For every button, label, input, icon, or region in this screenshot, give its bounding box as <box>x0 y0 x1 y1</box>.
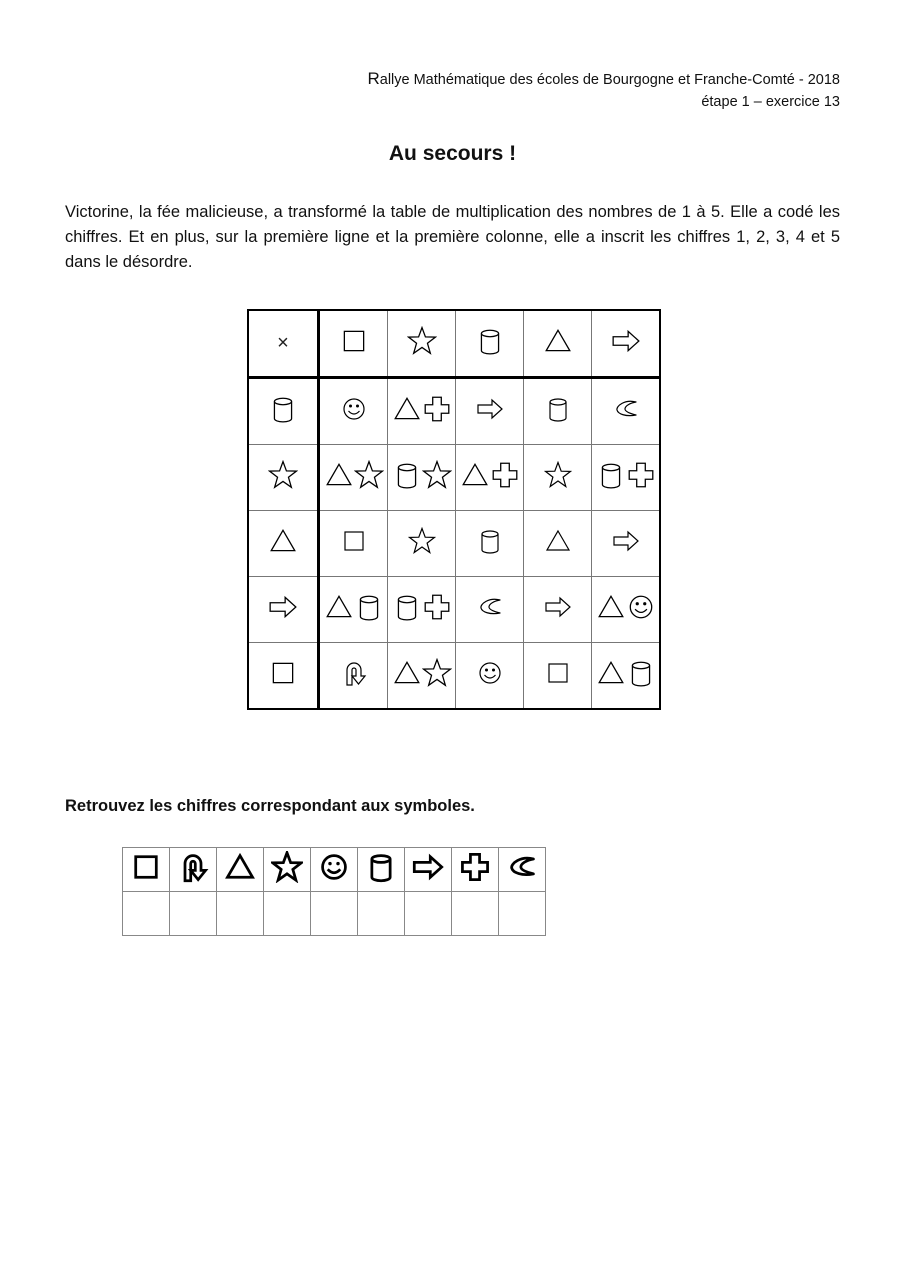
cell-symbols <box>271 851 303 883</box>
product-cell <box>592 577 661 643</box>
product-cell <box>388 511 456 577</box>
table-row <box>248 643 660 710</box>
cell-symbols <box>340 395 368 423</box>
answer-input-cell[interactable] <box>123 892 170 936</box>
cell-symbols <box>177 851 209 883</box>
square-icon <box>339 326 369 356</box>
product-cell <box>524 511 592 577</box>
star-icon <box>268 460 298 490</box>
arrow-icon <box>611 326 641 356</box>
star-icon <box>408 527 436 555</box>
cylinder-icon <box>354 592 384 622</box>
moon-icon <box>612 395 640 423</box>
intro-paragraph: Victorine, la fée malicieuse, a transformé la table de multiplication des nombres de 1 à 5. Elle a codé les chiffres. Et en plus, sur la première ligne et la première colonne, elle a inscrit les chiffres 1, 2, 3, 4 et 5 dans le désordre. <box>65 203 840 271</box>
cell-symbols <box>318 851 350 883</box>
cell-symbols <box>392 460 452 490</box>
cell-symbols <box>339 326 369 356</box>
arrow-icon <box>612 527 640 555</box>
cylinder-icon <box>268 394 298 424</box>
cell-symbols <box>412 851 444 883</box>
triangle-icon <box>460 460 490 490</box>
answer-input-row <box>123 892 546 936</box>
star-icon <box>544 461 572 489</box>
cell-symbols <box>611 326 641 356</box>
cell-symbols <box>506 851 538 883</box>
row-header-cell <box>248 378 319 445</box>
arrow-icon <box>476 395 504 423</box>
answer-symbol-cell <box>499 848 546 892</box>
answer-input-cell[interactable] <box>358 892 405 936</box>
cell-symbols <box>476 527 504 555</box>
cell-symbols <box>392 658 452 688</box>
cell-symbols <box>130 851 162 883</box>
answer-symbol-cell <box>123 848 170 892</box>
column-header-cell <box>319 310 388 378</box>
answer-symbol-cell <box>264 848 311 892</box>
product-cell <box>592 445 661 511</box>
answer-input-cell[interactable] <box>311 892 358 936</box>
product-cell <box>388 577 456 643</box>
product-cell <box>592 643 661 710</box>
product-cell <box>388 643 456 710</box>
moon-icon <box>476 593 504 621</box>
star-icon <box>407 326 437 356</box>
square-icon <box>544 659 572 687</box>
cell-symbols <box>268 658 298 688</box>
arrow-icon <box>268 592 298 622</box>
row-header-cell <box>248 577 319 643</box>
cell-symbols <box>476 659 504 687</box>
smiley-icon <box>476 659 504 687</box>
cylinder-icon <box>544 395 572 423</box>
answer-input-cell[interactable] <box>170 892 217 936</box>
product-cell <box>592 378 661 445</box>
page-header <box>367 68 840 113</box>
cell-symbols <box>268 460 298 490</box>
answer-input-cell[interactable] <box>405 892 452 936</box>
answer-input-cell[interactable] <box>264 892 311 936</box>
square-icon <box>340 527 368 555</box>
column-header-cell <box>388 310 456 378</box>
product-cell <box>319 643 388 710</box>
question-text: Retrouvez les chiffres correspondant aux symboles. <box>65 797 475 815</box>
arrow-icon <box>544 593 572 621</box>
product-cell <box>592 511 661 577</box>
cell-symbols <box>392 592 452 622</box>
product-cell <box>524 643 592 710</box>
page-title: Au secours ! <box>388 142 517 165</box>
cell-symbols <box>268 394 298 424</box>
product-cell <box>456 445 524 511</box>
cell-symbols <box>544 461 572 489</box>
cell-symbols <box>612 395 640 423</box>
answer-symbol-cell <box>311 848 358 892</box>
cell-symbols <box>459 851 491 883</box>
cell-symbols <box>476 593 504 621</box>
product-cell <box>524 378 592 445</box>
product-cell <box>456 378 524 445</box>
header-line-1 <box>367 68 840 91</box>
cell-symbols <box>476 395 504 423</box>
answer-symbol-cell <box>358 848 405 892</box>
cell-symbols <box>340 527 368 555</box>
triangle-icon <box>268 526 298 556</box>
table-row <box>248 577 660 643</box>
cell-symbols <box>268 592 298 622</box>
multiplication-table <box>247 309 661 710</box>
table-row <box>248 378 660 445</box>
star-icon <box>422 460 452 490</box>
cross-icon <box>459 851 491 883</box>
cell-symbols <box>407 326 437 356</box>
header-line-2: étape 1 – exercice 13 <box>701 94 840 110</box>
table-row <box>248 511 660 577</box>
cell-symbols <box>324 592 384 622</box>
square-icon <box>130 851 162 883</box>
cell-symbols <box>392 394 452 424</box>
corner-cell: × <box>248 310 319 378</box>
triangle-icon <box>596 592 626 622</box>
product-cell <box>319 378 388 445</box>
cell-symbols <box>544 395 572 423</box>
cell-symbols <box>224 851 256 883</box>
cylinder-icon <box>392 460 422 490</box>
triangle-icon <box>543 326 573 356</box>
square-icon <box>268 658 298 688</box>
cell-symbols <box>612 527 640 555</box>
cell-symbols <box>408 527 436 555</box>
cell-symbols <box>596 658 656 688</box>
cylinder-icon <box>475 326 505 356</box>
header-initial: R <box>367 69 380 88</box>
row-header-cell <box>248 445 319 511</box>
star-icon <box>271 851 303 883</box>
triangle-icon <box>596 658 626 688</box>
cell-symbols <box>544 593 572 621</box>
hook-arrow-icon <box>340 659 368 687</box>
answer-symbol-cell <box>452 848 499 892</box>
triangle-icon <box>544 527 572 555</box>
answer-input-cell[interactable] <box>452 892 499 936</box>
cell-symbols <box>596 460 656 490</box>
product-cell <box>388 378 456 445</box>
star-icon <box>422 658 452 688</box>
cross-icon <box>626 460 656 490</box>
cell-symbols <box>365 851 397 883</box>
star-icon <box>354 460 384 490</box>
cylinder-icon <box>476 527 504 555</box>
smiley-icon <box>340 395 368 423</box>
moon-icon <box>506 851 538 883</box>
cell-symbols <box>324 460 384 490</box>
product-cell <box>524 445 592 511</box>
triangle-icon <box>324 460 354 490</box>
column-header-cell <box>524 310 592 378</box>
column-header-cell <box>592 310 661 378</box>
product-cell <box>319 577 388 643</box>
answer-input-cell[interactable] <box>217 892 264 936</box>
cylinder-icon <box>626 658 656 688</box>
product-cell <box>388 445 456 511</box>
product-cell <box>456 577 524 643</box>
product-cell <box>456 511 524 577</box>
row-header-cell <box>248 643 319 710</box>
cell-symbols <box>475 326 505 356</box>
cell-symbols <box>460 460 520 490</box>
answer-input-cell[interactable] <box>499 892 546 936</box>
triangle-icon <box>392 394 422 424</box>
product-cell <box>456 643 524 710</box>
cell-symbols <box>340 659 368 687</box>
cross-icon <box>422 592 452 622</box>
cell-symbols <box>544 527 572 555</box>
cell-symbols <box>544 659 572 687</box>
cell-symbols <box>596 592 656 622</box>
cross-icon <box>490 460 520 490</box>
row-header-cell <box>248 511 319 577</box>
header-rest: allye Mathématique des écoles de Bourgogne et Franche-Comté - 2018 <box>379 72 840 88</box>
triangle-icon <box>392 658 422 688</box>
triangle-icon <box>324 592 354 622</box>
table-row <box>248 445 660 511</box>
cell-symbols <box>268 526 298 556</box>
smiley-icon <box>626 592 656 622</box>
cross-icon <box>422 394 452 424</box>
answer-symbol-cell <box>405 848 452 892</box>
answer-symbol-row <box>123 848 546 892</box>
product-cell <box>319 445 388 511</box>
cell-symbols <box>543 326 573 356</box>
column-header-cell <box>456 310 524 378</box>
hook-arrow-icon <box>177 851 209 883</box>
cylinder-icon <box>392 592 422 622</box>
cylinder-icon <box>365 851 397 883</box>
product-cell <box>524 577 592 643</box>
answer-table <box>122 847 546 936</box>
cylinder-icon <box>596 460 626 490</box>
table-header-row <box>248 310 660 378</box>
answer-symbol-cell <box>217 848 264 892</box>
smiley-icon <box>318 851 350 883</box>
product-cell <box>319 511 388 577</box>
answer-symbol-cell <box>170 848 217 892</box>
triangle-icon <box>224 851 256 883</box>
arrow-icon <box>412 851 444 883</box>
